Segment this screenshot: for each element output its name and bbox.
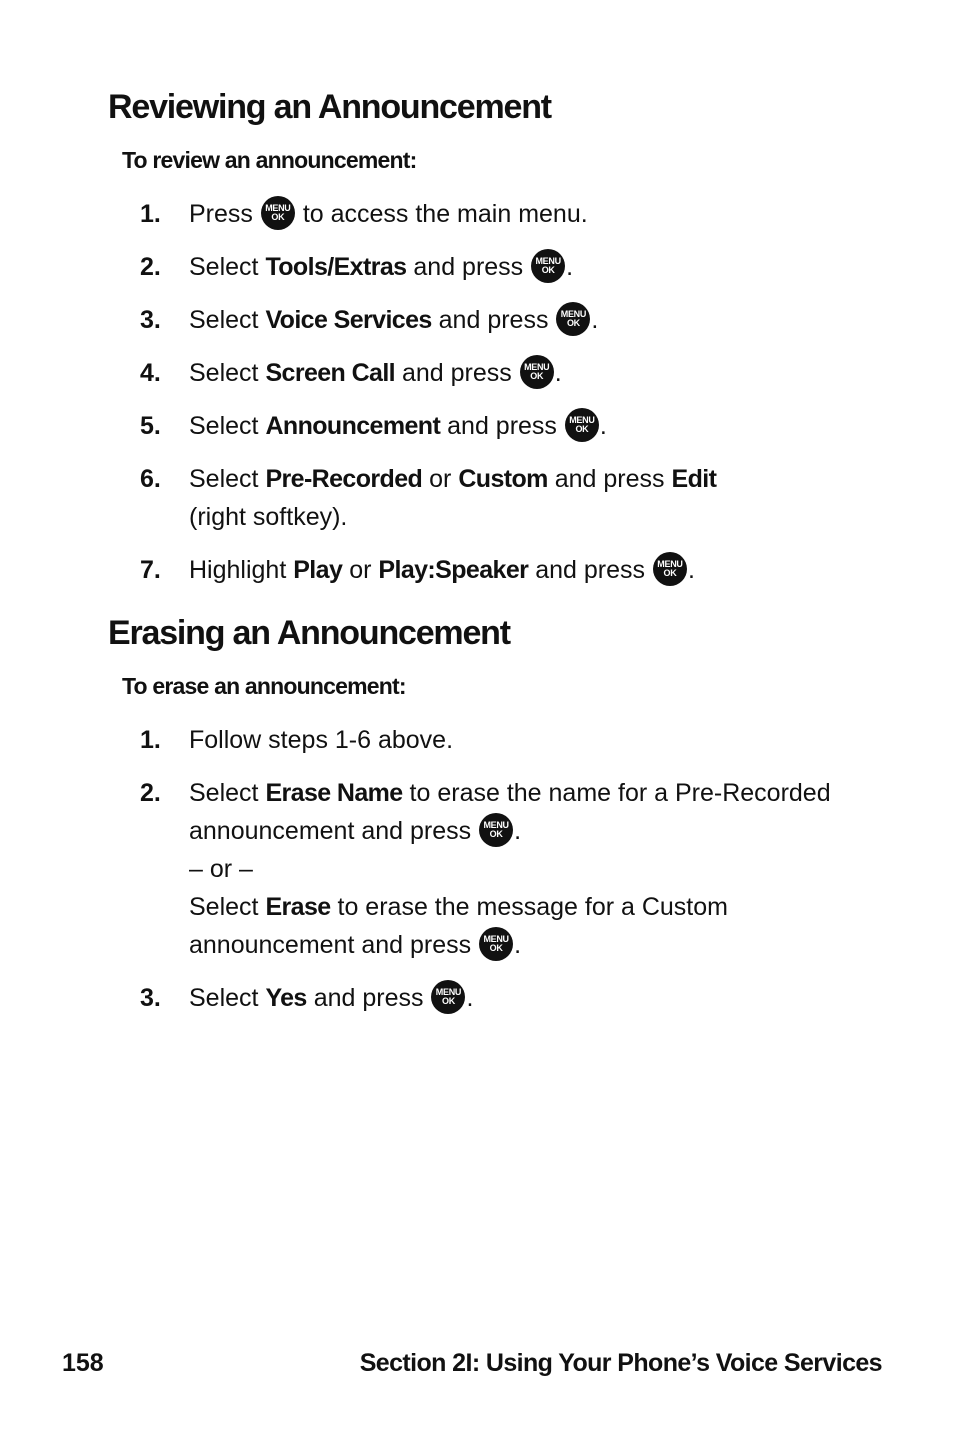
menu-path-term: Screen Call — [265, 359, 396, 387]
menu-ok-icon: MENU OK — [431, 980, 465, 1014]
review-step-4: 4. Select Screen Call and press MENU OK . — [140, 354, 900, 392]
step-number: 2. — [140, 253, 161, 281]
menu-ok-icon: MENU OK — [556, 302, 590, 336]
step-number: 1. — [140, 726, 161, 754]
menu-path-term: Announcement — [265, 412, 441, 440]
step-number: 7. — [140, 556, 161, 584]
menu-path-term: Yes — [265, 984, 307, 1012]
intro-review: To review an announcement: — [122, 147, 417, 173]
erase-step-3: 3. Select Yes and press MENU OK . — [140, 979, 900, 1017]
or-separator: – or – — [189, 855, 253, 883]
menu-path-term: Custom — [458, 465, 548, 493]
step-number: 2. — [140, 779, 161, 807]
section-heading-erasing: Erasing an Announcement — [108, 614, 510, 652]
footer-section-title: Section 2I: Using Your Phone’s Voice Services — [359, 1349, 882, 1377]
menu-path-term: Play:Speaker — [378, 556, 529, 584]
step-number: 4. — [140, 359, 161, 387]
step-number: 6. — [140, 465, 161, 493]
step-number: 1. — [140, 200, 161, 228]
section-heading-reviewing: Reviewing an Announcement — [108, 88, 551, 126]
review-step-2: 2. Select Tools/Extras and press MENU OK . — [140, 248, 900, 286]
erase-step-1: 1. Follow steps 1-6 above. — [140, 721, 900, 759]
menu-path-term: Play — [293, 556, 343, 584]
review-step-3: 3. Select Voice Services and press MENU OK . — [140, 301, 900, 339]
menu-ok-icon: MENU OK — [653, 552, 687, 586]
review-step-1: 1. Press MENU OK to access the main menu. — [140, 195, 900, 233]
menu-ok-icon: MENU OK — [520, 355, 554, 389]
step-number: 5. — [140, 412, 161, 440]
menu-path-term: Pre-Recorded — [265, 465, 423, 493]
step-number: 3. — [140, 984, 161, 1012]
menu-ok-icon: MENU OK — [565, 408, 599, 442]
menu-ok-icon: MENU OK — [479, 927, 513, 961]
review-step-6: 6. Select Pre-Recorded or Custom and press Edit (right softkey). — [140, 460, 900, 536]
menu-path-term: Voice Services — [265, 306, 432, 334]
page-number: 158 — [62, 1349, 104, 1377]
erase-step-2: 2. Select Erase Name to erase the name for a Pre-Recorded announcement and press MENU OK . – or – Select Erase to erase the message for a Custom announcement and press MENU OK . — [140, 774, 900, 964]
softkey-term: Edit — [671, 465, 717, 493]
step-number: 3. — [140, 306, 161, 334]
menu-path-term: Tools/Extras — [265, 253, 407, 281]
menu-ok-icon: MENU OK — [531, 249, 565, 283]
menu-path-term: Erase Name — [265, 779, 403, 807]
review-step-5: 5. Select Announcement and press MENU OK . — [140, 407, 900, 445]
menu-path-term: Erase — [265, 893, 331, 921]
intro-erase: To erase an announcement: — [122, 673, 406, 699]
menu-ok-icon: MENU OK — [479, 813, 513, 847]
review-step-7: 7. Highlight Play or Play:Speaker and press MENU OK . — [140, 551, 900, 589]
menu-ok-icon: MENU OK — [261, 196, 295, 230]
